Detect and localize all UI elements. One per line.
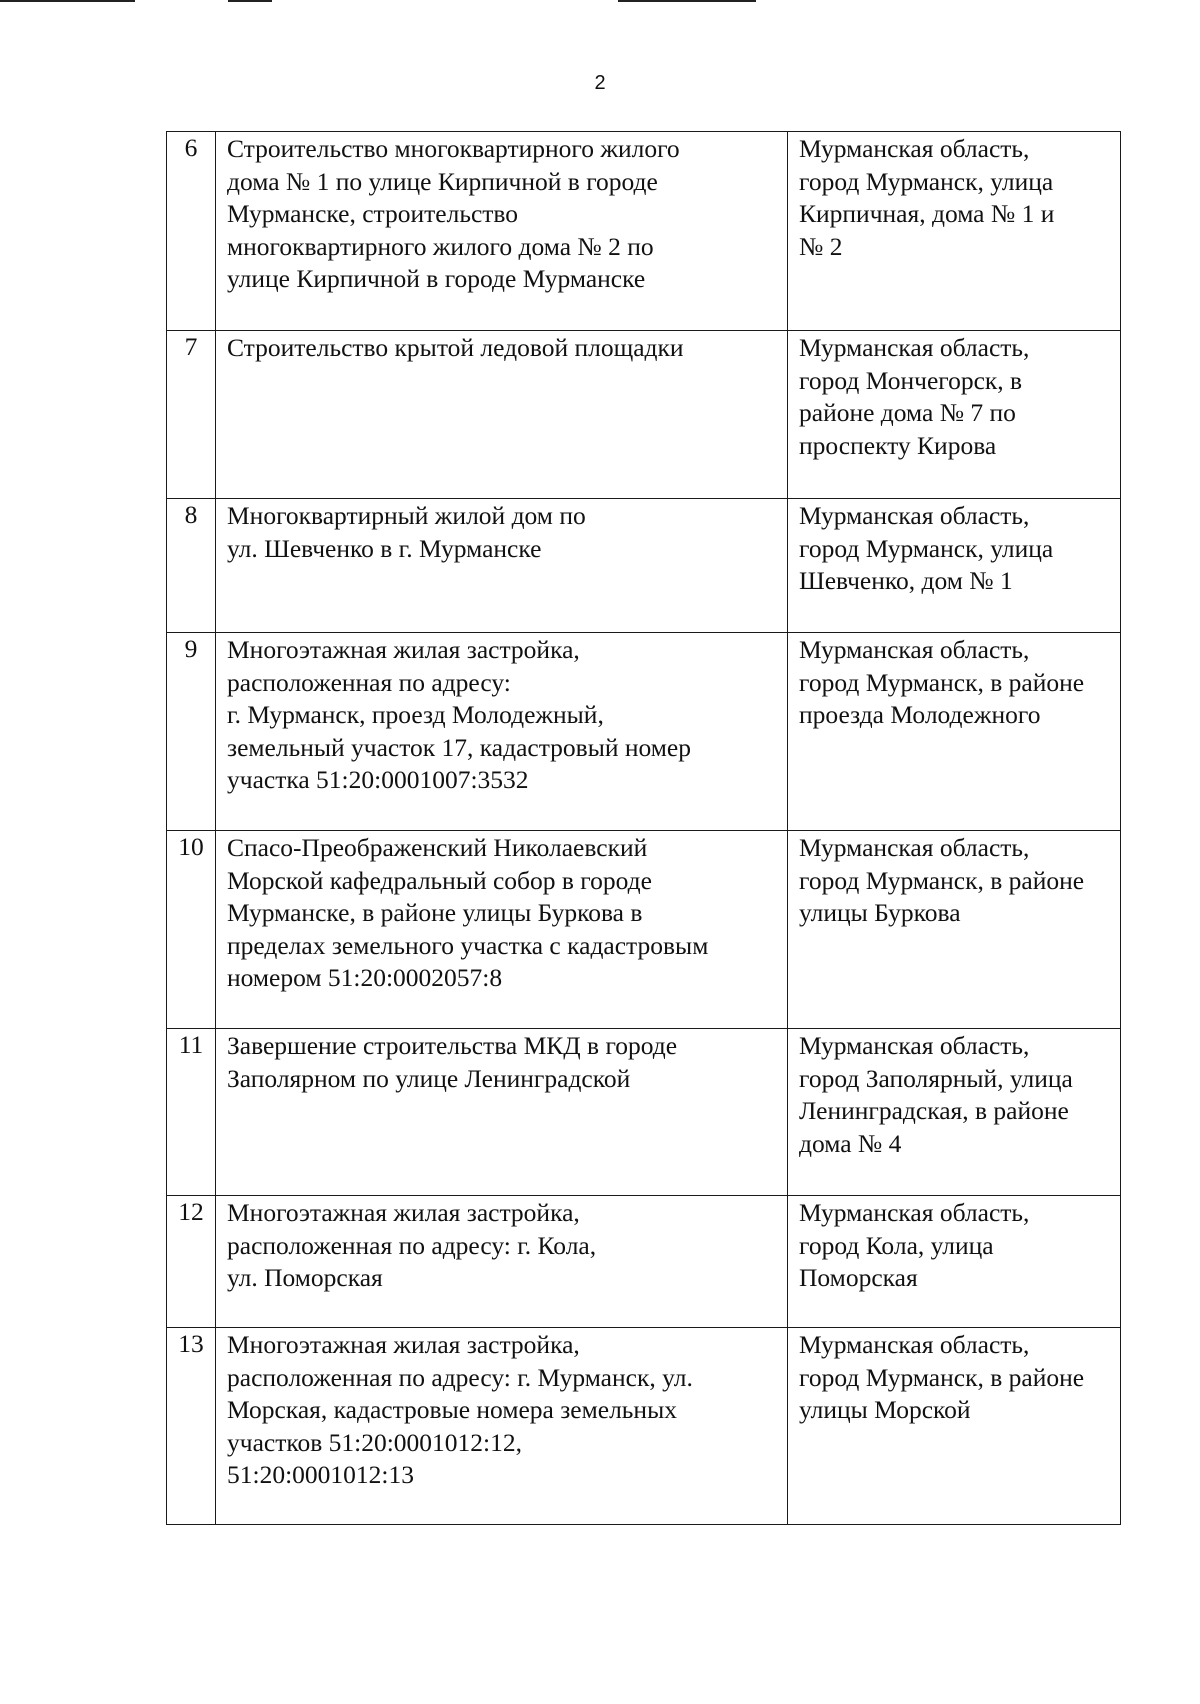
table-row (167, 633, 1121, 831)
row-number: 8 (167, 499, 216, 633)
table-row (167, 331, 1121, 499)
object-name-cell: Строительство крытой ледовой площадки (216, 331, 788, 499)
object-name-cell: Спасо-Преображенский Николаевский Морской кафедральный собор в городе Мурманске, в районе улицы Буркова в пределах земельного участка с кадастровым номером 51:20:0002057:8 (216, 831, 788, 1029)
table-row (167, 1029, 1121, 1196)
object-name-cell: Многоэтажная жилая застройка, расположенная по адресу: г. Кола, ул. Поморская (216, 1196, 788, 1328)
row-number: 10 (167, 831, 216, 1029)
table-row (167, 1196, 1121, 1328)
object-address-cell: Мурманская область, город Мончегорск, в районе дома № 7 по проспекту Кирова (788, 331, 1121, 499)
objects-table (166, 131, 1121, 1525)
scan-artifact-line (228, 0, 272, 2)
object-address-cell: Мурманская область, город Мурманск, в районе проезда Молодежного (788, 633, 1121, 831)
object-address-cell: Мурманская область, город Мурманск, улица Шевченко, дом № 1 (788, 499, 1121, 633)
object-address-cell: Мурманская область, город Заполярный, улица Ленинградская, в районе дома № 4 (788, 1029, 1121, 1196)
row-number: 12 (167, 1196, 216, 1328)
table-row (167, 499, 1121, 633)
row-number: 7 (167, 331, 216, 499)
object-name-cell: Завершение строительства МКД в городе Заполярном по улице Ленинградской (216, 1029, 788, 1196)
row-number: 9 (167, 633, 216, 831)
page-number: 2 (594, 72, 606, 94)
scan-artifact-line (618, 0, 756, 2)
object-address-cell: Мурманская область, город Мурманск, в районе улицы Морской (788, 1328, 1121, 1525)
table-row (167, 1328, 1121, 1525)
object-name-cell: Строительство многоквартирного жилого дома № 1 по улице Кирпичной в городе Мурманске, строительство многоквартирного жилого дома № 2 по улице Кирпичной в городе Мурманске (216, 132, 788, 331)
object-address-cell: Мурманская область, город Мурманск, в районе улицы Буркова (788, 831, 1121, 1029)
scan-artifact-line (0, 0, 135, 2)
row-number: 6 (167, 132, 216, 331)
table-row (167, 132, 1121, 331)
object-address-cell: Мурманская область, город Кола, улица Поморская (788, 1196, 1121, 1328)
object-address-cell: Мурманская область, город Мурманск, улица Кирпичная, дома № 1 и № 2 (788, 132, 1121, 331)
row-number: 11 (167, 1029, 216, 1196)
object-name-cell: Многоэтажная жилая застройка, расположенная по адресу: г. Мурманск, проезд Молодежный, земельный участок 17, кадастровый номер участка 51:20:0001007:3532 (216, 633, 788, 831)
object-name-cell: Многоквартирный жилой дом по ул. Шевченко в г. Мурманске (216, 499, 788, 633)
table-row (167, 831, 1121, 1029)
row-number: 13 (167, 1328, 216, 1525)
object-name-cell: Многоэтажная жилая застройка, расположенная по адресу: г. Мурманск, ул. Морская, кадастровые номера земельных участков 51:20:0001012:12, 51:20:0001012:13 (216, 1328, 788, 1525)
